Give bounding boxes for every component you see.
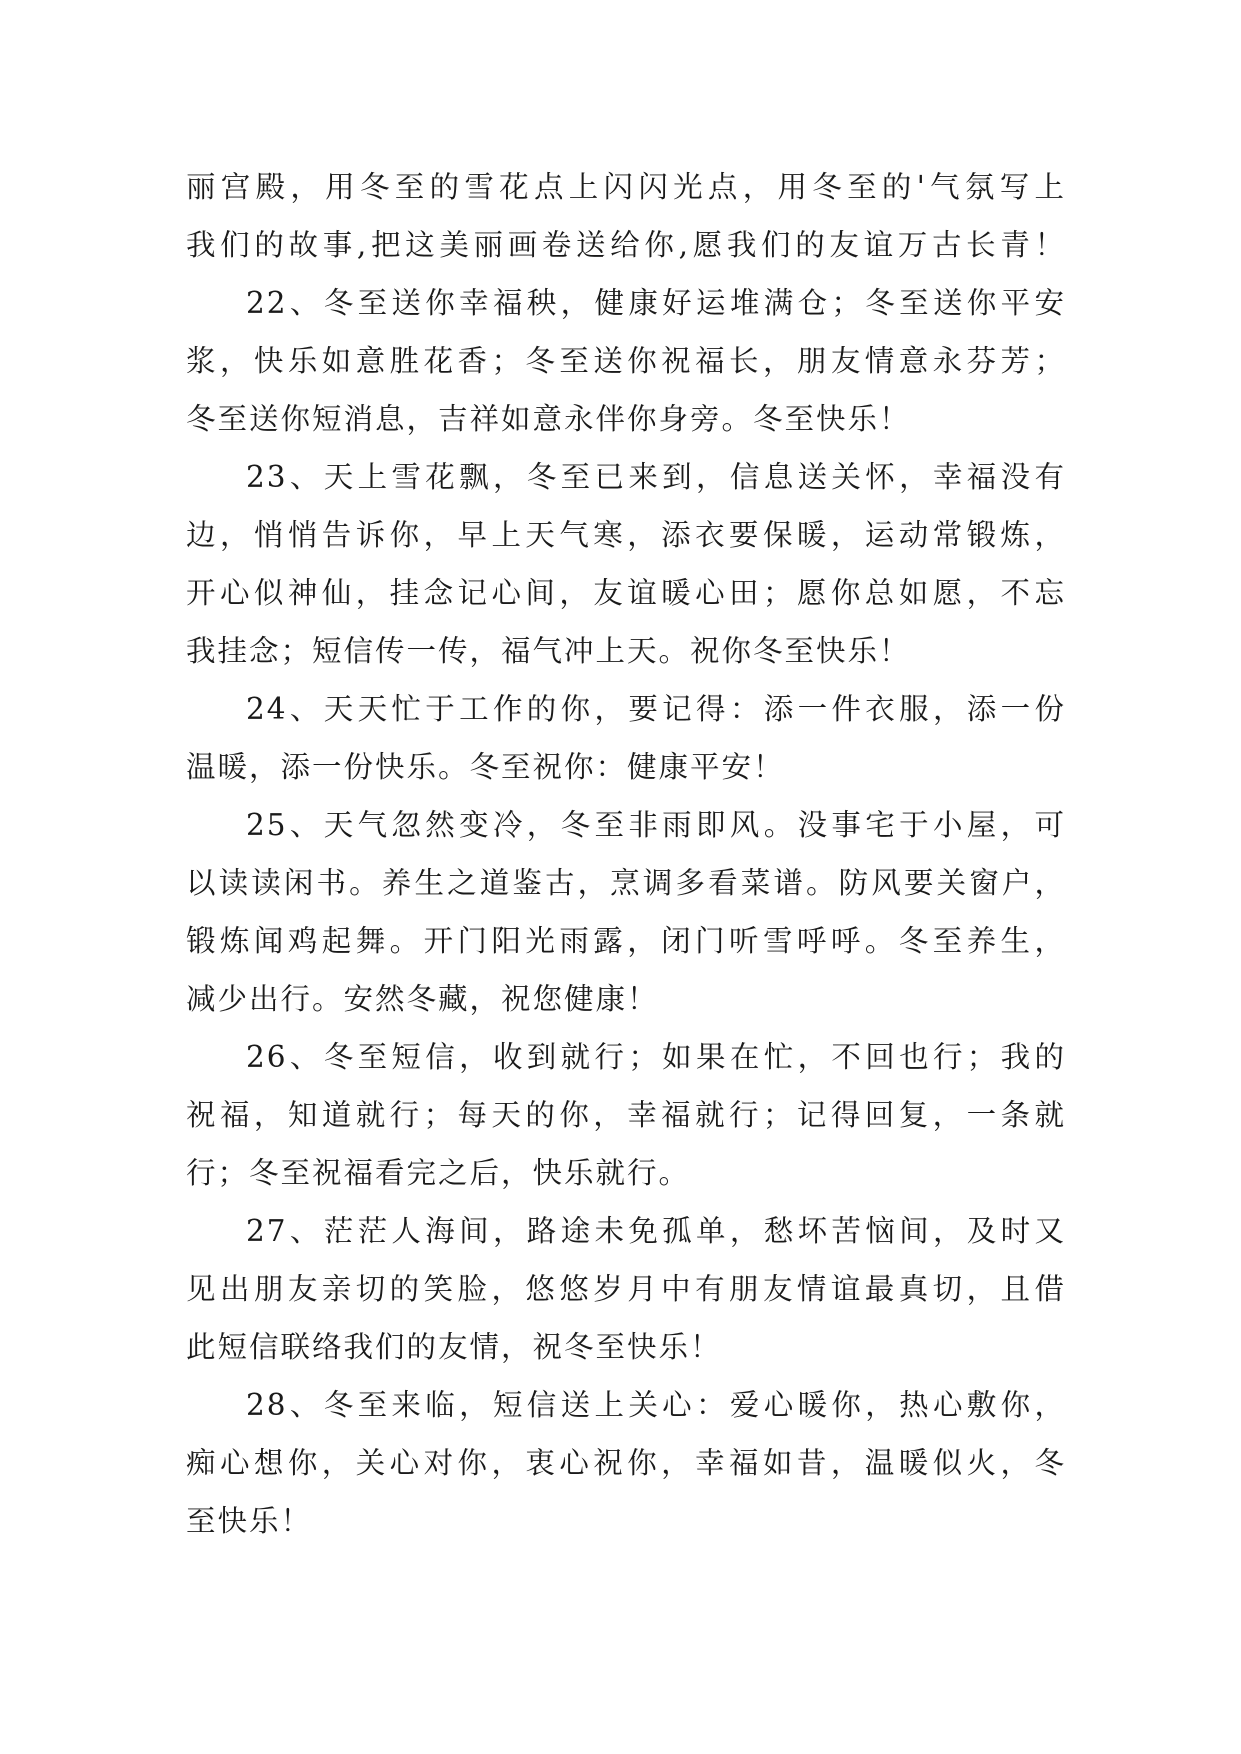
text-line: 开心似神仙，挂念记心间，友谊暖心田；愿你总如愿，不忘	[186, 576, 1066, 610]
text-line: 浆，快乐如意胜花香；冬至送你祝福长，朋友情意永芬芳；	[186, 344, 1066, 378]
paragraph-first-line: 24、天天忙于工作的你，要记得：添一件衣服，添一份	[246, 692, 1066, 726]
text-line: 锻炼闻鸡起舞。开门阳光雨露，闭门听雪呼呼。冬至养生，	[186, 924, 1066, 958]
text-line: 丽宫殿，用冬至的雪花点上闪闪光点，用冬至的'气氛写上	[186, 170, 1066, 204]
text-line: 我挂念；短信传一传，福气冲上天。祝你冬至快乐！	[186, 634, 911, 668]
text-line: 减少出行。安然冬藏，祝您健康！	[186, 982, 659, 1016]
document-body	[186, 158, 1066, 1550]
text-line: 以读读闲书。养生之道鉴古，烹调多看菜谱。防风要关窗户，	[186, 866, 1066, 900]
text-line: 我们的故事,把这美丽画卷送给你,愿我们的友谊万古长青！	[186, 228, 1066, 262]
text-line: 行；冬至祝福看完之后，快乐就行。	[186, 1156, 691, 1190]
paragraph-first-line: 28、冬至来临，短信送上关心：爱心暖你，热心敷你，	[246, 1388, 1066, 1422]
text-line: 痴心想你，关心对你，衷心祝你，幸福如昔，温暖似火，冬	[186, 1446, 1066, 1480]
paragraph-first-line: 23、天上雪花飘，冬至已来到，信息送关怀，幸福没有	[246, 460, 1066, 494]
text-line: 见出朋友亲切的笑脸，悠悠岁月中有朋友情谊最真切，且借	[186, 1272, 1066, 1306]
text-line: 至快乐！	[186, 1504, 313, 1538]
text-line: 祝福，知道就行；每天的你，幸福就行；记得回复，一条就	[186, 1098, 1066, 1132]
text-line: 此短信联络我们的友情，祝冬至快乐！	[186, 1330, 722, 1364]
text-line: 温暖，添一份快乐。冬至祝你：健康平安！	[186, 750, 785, 784]
paragraph-first-line: 26、冬至短信，收到就行；如果在忙，不回也行；我的	[246, 1040, 1066, 1074]
text-line: 冬至送你短消息，吉祥如意永伴你身旁。冬至快乐！	[186, 402, 911, 436]
paragraph-first-line: 27、茫茫人海间，路途未免孤单，愁坏苦恼间，及时又	[246, 1214, 1066, 1248]
paragraph-first-line: 22、冬至送你幸福秧，健康好运堆满仓；冬至送你平安	[246, 286, 1066, 320]
text-line: 边，悄悄告诉你，早上天气寒，添衣要保暖，运动常锻炼，	[186, 518, 1066, 552]
paragraph-first-line: 25、天气忽然变冷，冬至非雨即风。没事宅于小屋，可	[246, 808, 1066, 842]
